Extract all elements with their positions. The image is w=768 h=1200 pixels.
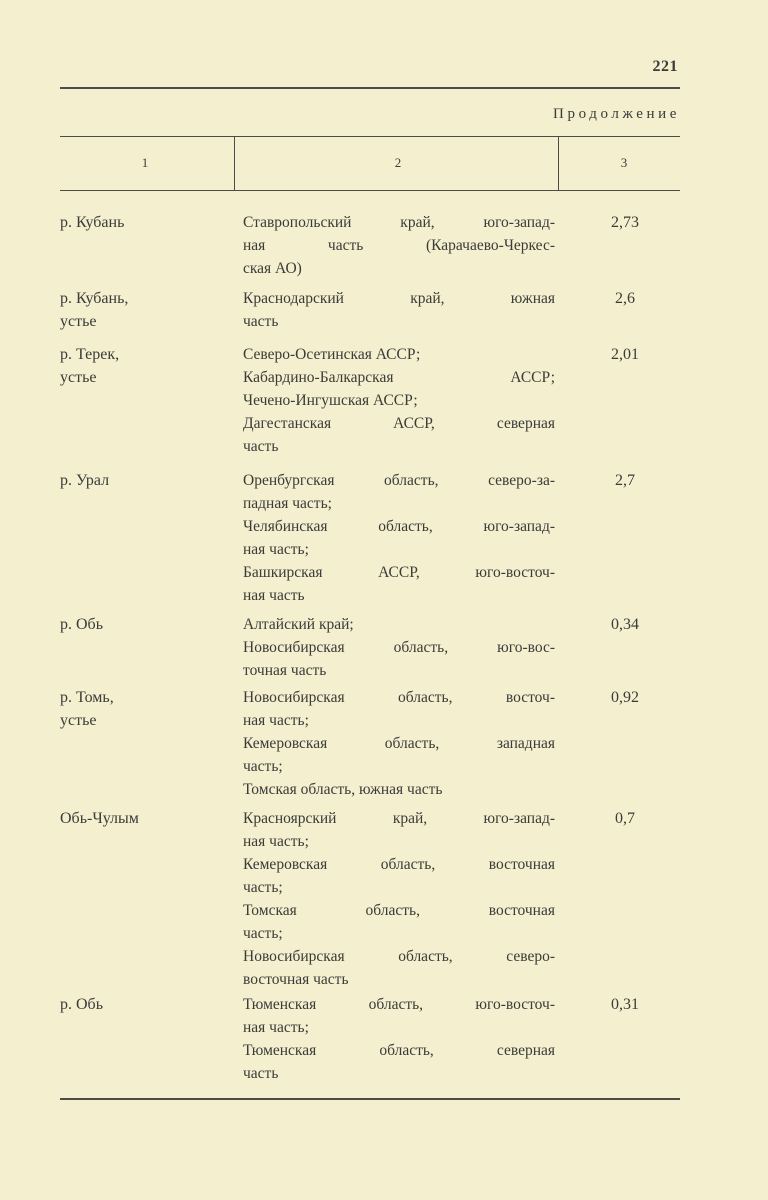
region-line: ная часть; <box>243 712 309 729</box>
river-line: устье <box>60 712 97 729</box>
river-cell <box>60 211 210 234</box>
river-cell <box>60 686 210 732</box>
value-cell: 2,6 <box>615 290 635 307</box>
region-line: Оренбургская область, северо-за- <box>243 472 555 489</box>
river-cell <box>60 993 210 1016</box>
region-line: Алтайский край; <box>243 616 354 633</box>
region-line: Новосибирская область, юго-вос- <box>243 639 555 656</box>
region-cell <box>243 686 555 801</box>
river-line: р. Томь, <box>60 689 114 706</box>
region-line: Томская область, восточная <box>243 902 555 919</box>
region-line: точная часть <box>243 662 327 679</box>
value-cell: 0,34 <box>611 616 639 633</box>
region-line: падная часть; <box>243 495 332 512</box>
region-line: ская АО) <box>243 260 302 277</box>
region-line: Северо-Осетинская АССР; <box>243 346 421 363</box>
value-cell: 2,7 <box>615 472 635 489</box>
header-divider-1 <box>234 137 235 190</box>
region-cell <box>243 469 555 607</box>
river-line: устье <box>60 369 97 386</box>
river-cell <box>60 807 210 830</box>
region-cell <box>243 287 555 333</box>
river-line: устье <box>60 313 97 330</box>
region-line: часть; <box>243 925 283 942</box>
column-header-2: 2 <box>394 155 402 170</box>
region-line: часть; <box>243 758 283 775</box>
river-line: р. Обь <box>60 616 103 633</box>
region-line: Ставропольский край, юго-запад- <box>243 214 555 231</box>
region-line: Башкирская АССР, юго-восточ- <box>243 564 555 581</box>
river-cell <box>60 469 210 492</box>
region-line: ная часть; <box>243 1019 309 1036</box>
region-line: Краснодарский край, южная <box>243 290 555 307</box>
region-line: восточная часть <box>243 971 349 988</box>
region-line: Тюменская область, северная <box>243 1042 555 1059</box>
value-cell: 2,01 <box>611 346 639 363</box>
river-line: р. Терек, <box>60 346 120 363</box>
table-header-top-rule <box>60 136 680 137</box>
river-cell <box>60 343 210 389</box>
region-line: Дагестанская АССР, северная <box>243 415 555 432</box>
region-line: Кемеровская область, западная <box>243 735 555 752</box>
river-line: р. Обь <box>60 996 103 1013</box>
value-cell: 0,31 <box>611 996 639 1013</box>
value-cell: 0,92 <box>611 689 639 706</box>
region-line: Кабардино-Балкарская АССР; <box>243 369 555 386</box>
continuation-label: Продолжение <box>553 106 680 122</box>
river-line: р. Кубань <box>60 214 125 231</box>
page-number: 221 <box>652 58 678 75</box>
region-line: Чечено-Ингушская АССР; <box>243 392 418 409</box>
value-cell: 0,7 <box>615 810 635 827</box>
region-line: Кемеровская область, восточная <box>243 856 555 873</box>
region-line: часть; <box>243 879 283 896</box>
region-line: Новосибирская область, восточ- <box>243 689 555 706</box>
region-line: Тюменская область, юго-восточ- <box>243 996 555 1013</box>
region-line: Красноярский край, юго-запад- <box>243 810 555 827</box>
river-line: р. Кубань, <box>60 290 129 307</box>
river-line: р. Урал <box>60 472 110 489</box>
region-line: часть <box>243 1065 279 1082</box>
table-header-bottom-rule <box>60 190 680 191</box>
region-line: Новосибирская область, северо- <box>243 948 555 965</box>
river-line: Обь-Чулым <box>60 810 139 827</box>
region-cell <box>243 343 555 458</box>
region-line: часть <box>243 313 279 330</box>
region-line: ная часть (Карачаево-Черкес- <box>243 237 555 254</box>
region-line: ная часть; <box>243 833 309 850</box>
region-line: Челябинская область, юго-запад- <box>243 518 555 535</box>
column-header-1: 1 <box>141 155 149 170</box>
top-rule <box>60 87 680 89</box>
region-cell <box>243 807 555 991</box>
value-cell: 2,73 <box>611 214 639 231</box>
river-cell <box>60 613 210 636</box>
region-line: ная часть <box>243 587 305 604</box>
region-line: ная часть; <box>243 541 309 558</box>
column-header-3: 3 <box>620 155 628 170</box>
bottom-rule <box>60 1098 680 1100</box>
region-cell <box>243 993 555 1085</box>
region-cell <box>243 613 555 682</box>
region-cell <box>243 211 555 280</box>
region-line: часть <box>243 438 279 455</box>
header-divider-2 <box>558 137 559 190</box>
region-line: Томская область, южная часть <box>243 781 443 798</box>
river-cell <box>60 287 210 333</box>
